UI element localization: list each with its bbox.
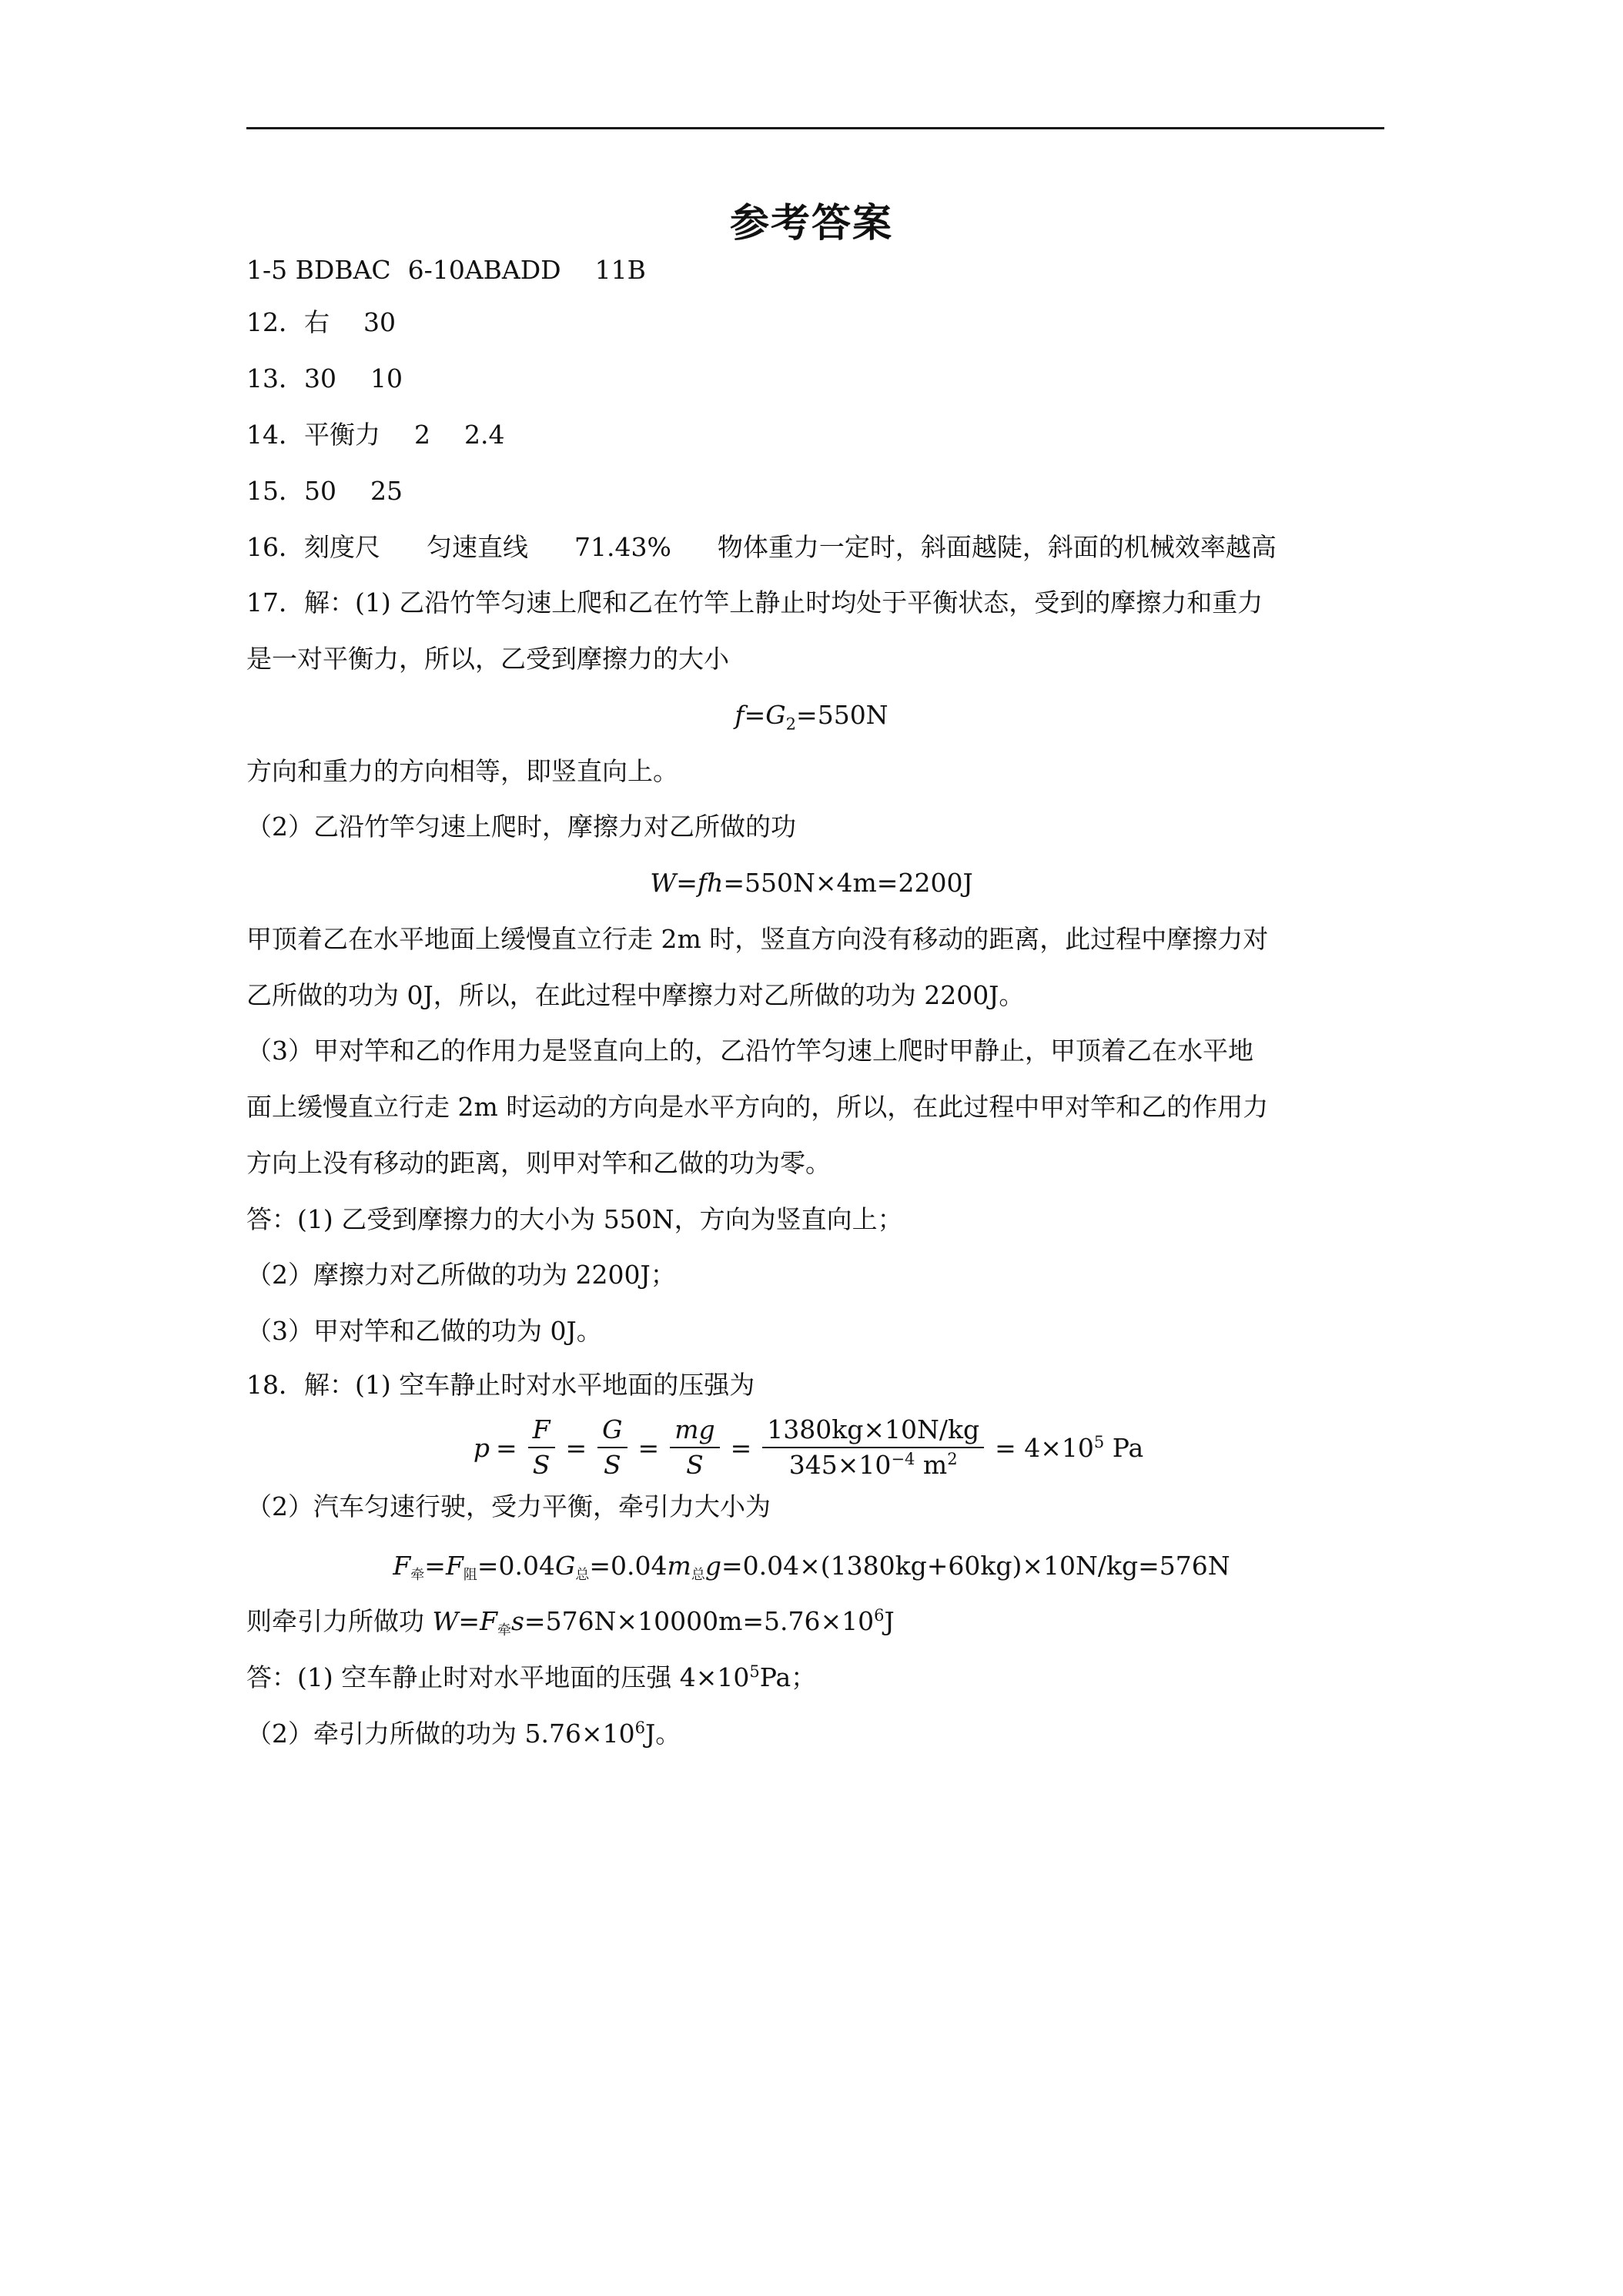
formula-symbol: fh <box>697 868 724 898</box>
q18-formula-pressure <box>0 1409 1623 1486</box>
q17-line-8: 面上缓慢直立行走 2m 时运动的方向是水平方向的，所以，在此过程中甲对竿和乙的作用力 <box>246 1092 1269 1122</box>
answer-6-10: 6-10ABADD <box>407 255 561 285</box>
formula-operator: = <box>676 868 698 898</box>
q17-line-7: （3）甲对竿和乙的作用力是竖直向上的，乙沿竹竿匀速上爬时甲静止，甲顶着乙在水平地 <box>246 1036 1253 1066</box>
q-number: 14． <box>246 420 304 450</box>
q17-line-9: 方向上没有移动的距离，则甲对竿和乙做的功为零。 <box>246 1148 831 1178</box>
fraction-f-over-s <box>528 1414 555 1481</box>
formula-unit: J <box>884 1606 895 1636</box>
q17-line-5: 甲顶着乙在水平地面上缓慢直立行走 2m 时，竖直方向没有移动的距离，此过程中摩擦力对 <box>246 924 1269 954</box>
formula-subscript: 总 <box>691 1567 705 1583</box>
exponent: 2 <box>947 1450 958 1468</box>
q17-line-2: 是一对平衡力，所以，乙受到摩擦力的大小 <box>246 644 729 674</box>
formula-symbol: g <box>704 1551 721 1581</box>
q17-formula-friction <box>0 698 1623 733</box>
answer-text: （2）牵引力所做的功为 5.76×10 <box>246 1719 635 1749</box>
formula-operator: = <box>424 1551 446 1581</box>
answer-value: 右 <box>304 307 330 337</box>
answer-value: 刻度尺 <box>304 532 380 562</box>
header-rule <box>246 127 1384 129</box>
formula-symbol: W <box>650 868 677 898</box>
q18-answer-1 <box>246 1660 816 1695</box>
fraction-denominator: S <box>686 1450 704 1480</box>
formula-value: =0.04 <box>589 1551 668 1581</box>
answer-text: 答：(1) 空车静止时对水平地面的压强 4×10 <box>246 1662 750 1692</box>
fraction-denominator: S <box>532 1450 550 1480</box>
formula-operator: = <box>458 1606 480 1636</box>
answer-13 <box>246 361 403 397</box>
q18-answer-2 <box>246 1716 681 1752</box>
denominator-value: 345×10 <box>788 1450 892 1480</box>
q18-line-3 <box>246 1604 895 1648</box>
answer-unit: Pa； <box>759 1662 817 1692</box>
formula-subscript: 牵 <box>497 1622 511 1638</box>
line-text: 则牵引力所做功 <box>246 1606 433 1636</box>
formula-value: =0.04 <box>477 1551 555 1581</box>
formula-symbol: m <box>667 1551 691 1581</box>
fraction-numerator: 1380kg×10N/kg <box>762 1414 984 1448</box>
answer-value: 10 <box>370 363 403 393</box>
formula-subscript: 牵 <box>410 1567 425 1583</box>
fraction-values <box>762 1414 984 1481</box>
answer-16 <box>246 530 1277 565</box>
formula-operator: = <box>730 1432 752 1463</box>
fraction-denominator: S <box>604 1450 621 1480</box>
formula-subscript: 2 <box>785 715 797 734</box>
q17-formula-work <box>0 865 1623 901</box>
formula-symbol: G <box>765 700 786 730</box>
result-unit: Pa <box>1104 1432 1144 1463</box>
answer-value: 71.43% <box>574 532 671 562</box>
q-number: 16． <box>246 532 304 562</box>
formula-value: =576N×10000m=5.76×10 <box>524 1606 875 1636</box>
q-number: 15． <box>246 476 304 506</box>
answer-value: 25 <box>370 476 403 506</box>
exponent: 5 <box>1093 1432 1105 1451</box>
formula-symbol: s <box>510 1606 524 1636</box>
fraction-numerator: F <box>528 1414 555 1448</box>
formula-symbol: F <box>445 1551 463 1581</box>
answer-value: 匀速直线 <box>427 532 528 562</box>
formula-symbol: F <box>393 1551 411 1581</box>
formula-operator: = <box>637 1432 660 1463</box>
answer-12 <box>246 305 396 340</box>
formula-value: =550N <box>796 700 888 730</box>
formula-result <box>995 1433 1143 1463</box>
formula-symbol: W <box>432 1606 459 1636</box>
exponent: 6 <box>634 1719 645 1737</box>
fraction-g-over-s <box>597 1414 627 1481</box>
formula-subscript: 阻 <box>463 1567 477 1583</box>
answer-value: 50 <box>304 476 336 506</box>
formula-symbol: G <box>555 1551 576 1581</box>
q17-answer-1: 答：(1) 乙受到摩擦力的大小为 550N，方向为竖直向上； <box>246 1204 903 1234</box>
formula-symbol: F <box>480 1606 497 1636</box>
q17-answer-3: （3）甲对竿和乙做的功为 0J。 <box>246 1316 602 1346</box>
formula-symbol: f <box>735 700 745 730</box>
fraction-denominator <box>785 1448 962 1481</box>
q17-line-4: （2）乙沿竹竿匀速上爬时，摩擦力对乙所做的功 <box>246 812 796 842</box>
formula-value: =0.04×(1380kg+60kg)×10N/kg=576N <box>721 1551 1230 1581</box>
fraction-mg-over-s <box>670 1414 719 1481</box>
q18-line-1: 18．解：(1) 空车静止时对水平地面的压强为 <box>246 1370 755 1400</box>
q17-line-6: 乙所做的功为 0J，所以，在此过程中摩擦力对乙所做的功为 2200J。 <box>246 980 1025 1010</box>
formula-operator: = <box>495 1432 517 1463</box>
formula-value: =550N×4m=2200J <box>723 868 973 898</box>
answer-1-11 <box>246 253 646 288</box>
answer-1-5: 1-5 BDBAC <box>246 255 391 285</box>
formula-symbol: p <box>473 1432 490 1463</box>
answer-value: 物体重力一定时，斜面越陡，斜面的机械效率越高 <box>717 532 1277 562</box>
q-number: 13． <box>246 363 304 393</box>
fraction-numerator: mg <box>670 1414 719 1448</box>
answer-value: 30 <box>363 307 396 337</box>
answer-value: 30 <box>304 363 336 393</box>
exponent: 6 <box>874 1606 885 1625</box>
q18-line-2: （2）汽车匀速行驶，受力平衡，牵引力大小为 <box>246 1491 771 1521</box>
answer-15 <box>246 474 403 509</box>
answer-value: 2.4 <box>464 420 505 450</box>
fraction-numerator: G <box>597 1414 627 1448</box>
exponent: 5 <box>749 1662 760 1681</box>
answer-14 <box>246 417 504 453</box>
q17-line-1: 17．解：(1) 乙沿竹竿匀速上爬和乙在竹竿上静止时均处于平衡状态，受到的摩擦力和重力 <box>246 587 1263 618</box>
q17-answer-2: （2）摩擦力对乙所做的功为 2200J； <box>246 1260 676 1290</box>
q-number: 12． <box>246 307 304 337</box>
answer-value: 2 <box>414 420 430 450</box>
denominator-unit: m <box>915 1450 948 1480</box>
formula-operator: = <box>565 1432 587 1463</box>
formula-subscript: 总 <box>575 1567 590 1583</box>
formula-operator: = <box>744 700 766 730</box>
page-title: 参考答案 <box>729 201 893 246</box>
q18-formula-traction <box>0 1548 1623 1593</box>
q17-line-3: 方向和重力的方向相等，即竖直向上。 <box>246 756 678 786</box>
answer-value: 平衡力 <box>304 420 380 450</box>
answer-unit: J。 <box>644 1719 681 1749</box>
result-value: = 4×10 <box>995 1432 1094 1463</box>
exponent: −4 <box>891 1450 915 1468</box>
answer-11: 11B <box>594 255 646 285</box>
